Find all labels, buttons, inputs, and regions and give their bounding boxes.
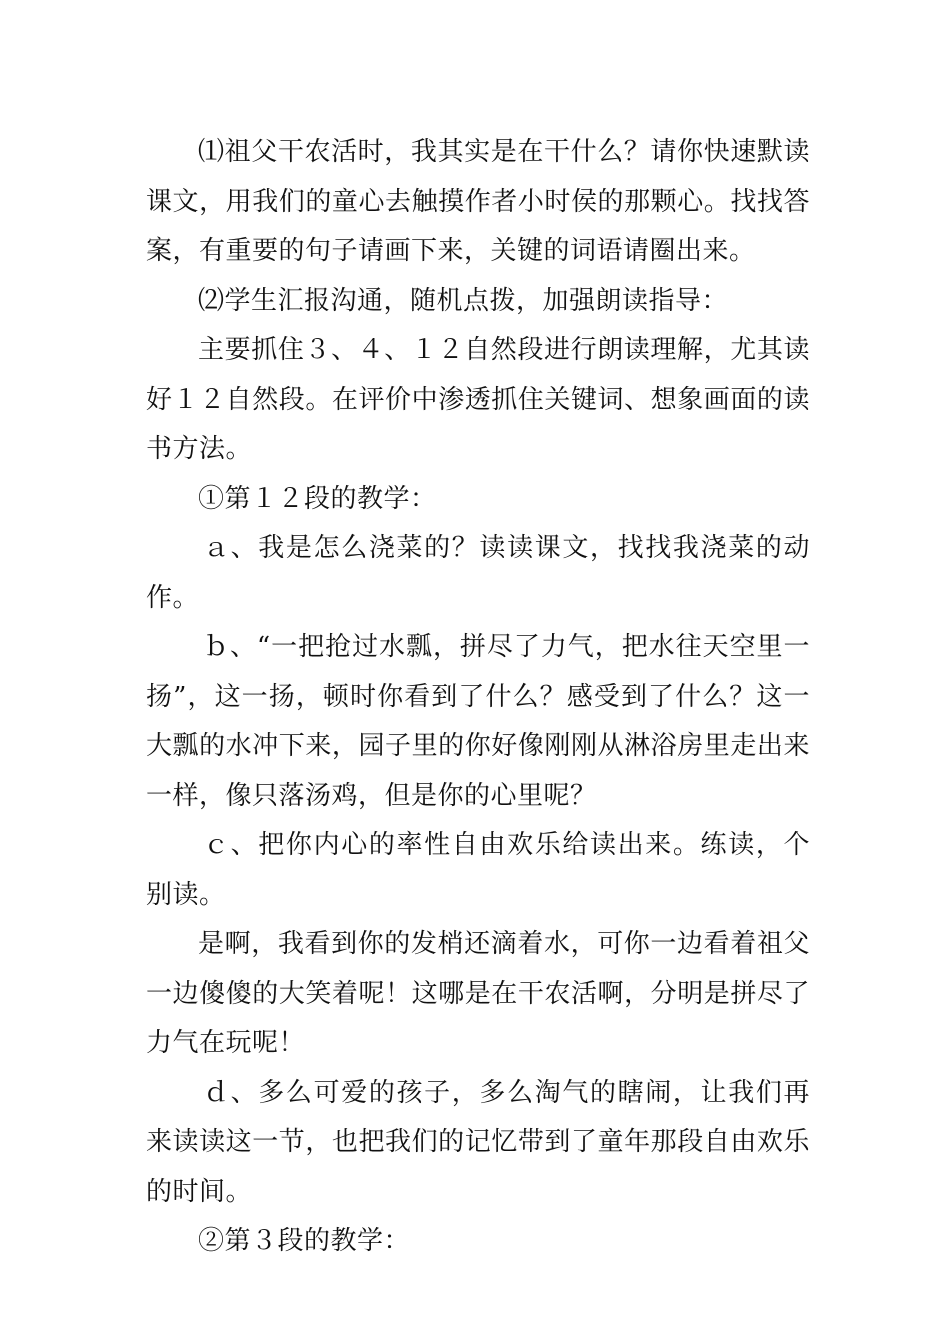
paragraph-commentary: 是啊，我看到你的发梢还滴着水，可你一边看着祖父一边傻傻的大笑着呢！这哪是在干农活啊，分明是拼尽了力气在玩呢！ (146, 929, 810, 1058)
document-body (146, 128, 810, 1267)
paragraph-focus: 主要抓住３、４、１２自然段进行朗读理解，尤其读好１２自然段。在评价中渗透抓住关键词、想象画面的读书方法。 (146, 335, 810, 464)
paragraph-section-3-heading: ②第３段的教学： (198, 1226, 411, 1256)
paragraph-item-d: ｄ、多么可爱的孩子，多么淘气的瞎闹，让我们再来读读这一节，也把我们的记忆带到了童年那段自由欢乐的时间。 (146, 1077, 810, 1207)
paragraph-question-2: ⑵学生汇报沟通，随机点拨，加强朗读指导： (198, 285, 729, 316)
paragraph-item-a: ａ、我是怎么浇菜的？读读课文，找找我浇菜的动作。 (146, 533, 810, 613)
paragraph-item-c: ｃ、把你内心的率性自由欢乐给读出来。练读，个别读。 (146, 830, 810, 910)
paragraph-section-12-heading: ①第１２段的教学： (198, 483, 437, 514)
paragraph-question-1: ⑴祖父干农活时，我其实是在干什么？请你快速默读课文，用我们的童心去触摸作者小时侯的那颗心。找找答案，有重要的句子请画下来，关键的词语请圈出来。 (146, 137, 810, 266)
paragraph-item-b: ｂ、“一把抢过水瓢，拼尽了力气，把水往天空里一扬”，这一扬，顿时你看到了什么？感受到了什么？这一大瓢的水冲下来，园子里的你好像刚刚从淋浴房里走出来一样，像只落汤鸡，但是你的心里呢？ (146, 632, 810, 811)
